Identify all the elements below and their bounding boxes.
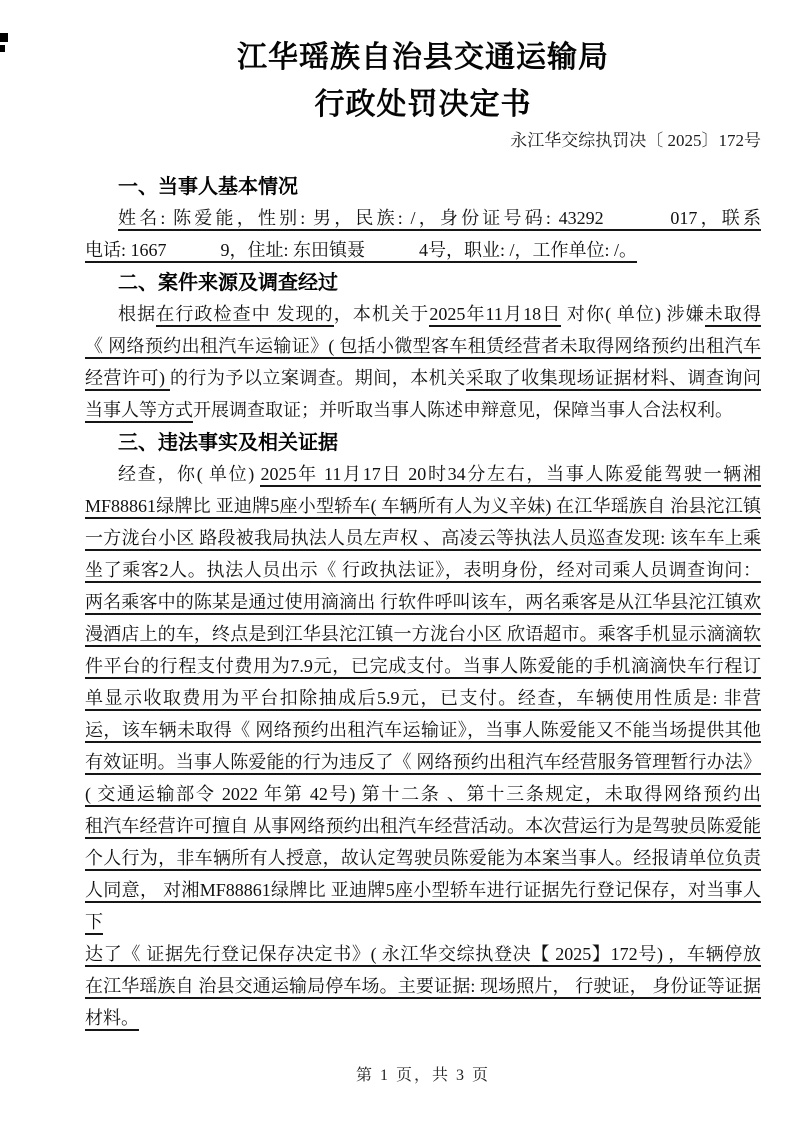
filled-in-text: 单显示收取费用为平台扣除抽成后5.9元，已支付。经查，车辆使用性质是: 非营 — [85, 688, 761, 711]
filled-in-text: ( 交通运输部令 2022 年第 42号) 第十二条 、第十三条规定，未取得网络预约出 — [85, 784, 761, 807]
text-line — [85, 330, 761, 362]
scan-artifact — [0, 33, 8, 42]
filled-in-text: 未取得 — [705, 304, 761, 327]
text-line — [85, 522, 761, 554]
text-line — [85, 394, 761, 426]
scan-artifact — [0, 45, 5, 52]
document-title-line2: 行政处罚决定书 — [314, 87, 532, 122]
template-text: 的行为予以立案调查。期间，本机关 — [169, 368, 466, 388]
text-line — [85, 778, 761, 810]
template-text: 经查，你( 单位) — [118, 464, 261, 484]
filled-in-text: 在江华瑶族自 治县交通运输局停车场。主要证据: 现场照片， 行驶证， 身份证等证据 — [85, 976, 761, 999]
filled-in-text: 运，该车辆未取得《 网络预约出租汽车运输证》，当事人陈爱能又不能当场提供其他 — [85, 720, 761, 743]
filled-in-text: 采取了收集现场证据材料、调查询问 — [466, 368, 761, 391]
text-line — [85, 682, 761, 714]
filled-in-text: 材料。 — [85, 1008, 139, 1031]
text-line — [85, 234, 761, 266]
document-title-line1: 江华瑶族自治县交通运输局 — [237, 40, 609, 75]
filled-in-text: 租汽车经营许可擅自 从事网络预约出租汽车经营活动。本次营运行为是驾驶员陈爱能 — [85, 816, 761, 839]
text-line — [85, 810, 761, 842]
document-header — [0, 34, 793, 154]
filled-in-text: 《 网络预约出租汽车运输证》( 包括小微型客车租赁经营者未取得网络预约出租汽车 — [85, 336, 761, 359]
filled-in-text: 在行政检查中 发现的 — [156, 304, 334, 327]
text-line — [85, 650, 761, 682]
section-heading-3: 三、违法事实及相关证据 — [118, 430, 338, 454]
filled-in-text: 一方泷台小区 路段被我局执法人员左声权 、高凌云等执法人员巡查发现: 该车车上乘 — [85, 528, 761, 551]
filled-in-text: 2025年 11月17日 20时34分左右，当事人陈爱能驾驶一辆湘 — [260, 464, 761, 487]
filled-in-text: 有效证明。当事人陈爱能的行为违反了《 网络预约出租汽车经营服务管理暂行办法》 — [85, 752, 761, 775]
filled-in-text: 人同意， 对湘MF88861绿牌比 亚迪牌5座小型轿车进行证据先行登记保存，对当事人下 — [85, 880, 761, 935]
filled-in-text: 漫酒店上的车，终点是到江华县沱江镇一方泷台小区 欣语超市。乘客手机显示滴滴软 — [85, 624, 761, 647]
filled-in-text: 达了《 证据先行登记保存决定书》( 永江华交综执登决【 2025】172号) ，车辆停放 — [85, 944, 761, 967]
filled-in-text: 坐了乘客2人。执法人员出示《 行政执法证》，表明身份，经对司乘人员调查询问： — [85, 560, 761, 583]
text-line — [85, 554, 761, 586]
text-line — [85, 202, 761, 234]
filled-in-text: 当事人等方式 — [85, 400, 193, 423]
filled-in-text: MF88861绿牌比 亚迪牌5座小型轿车( 车辆所有人为义辛妹) 在江华瑶族自 治县沱江镇 — [85, 496, 761, 519]
filled-in-text: 2025年11月18日 — [429, 304, 561, 327]
filled-in-text: 姓名: 陈爱能，性别: 男，民族: /，身份证号码: 43292 017，联系 — [118, 208, 761, 231]
document-body — [85, 170, 761, 1034]
text-line — [85, 298, 761, 330]
filled-in-text: 经营许可) — [85, 368, 170, 391]
text-line — [85, 362, 761, 394]
page-footer: 第 1 页，共 3 页 — [355, 1067, 490, 1084]
text-line — [85, 618, 761, 650]
text-line — [85, 970, 761, 1002]
document-number: 永江华交综执罚决〔 2025〕172号 — [510, 131, 761, 150]
template-text: ，本机关于 — [333, 304, 430, 324]
section-heading-1: 一、当事人基本情况 — [118, 174, 298, 198]
filled-in-text: 件平台的行程支付费用为7.9元，已完成支付。当事人陈爱能的手机滴滴快车行程订 — [85, 656, 761, 679]
text-line — [85, 746, 761, 778]
section-heading-2: 二、案件来源及调查经过 — [118, 270, 338, 294]
text-line — [85, 714, 761, 746]
text-line — [85, 1002, 761, 1034]
text-line — [85, 874, 761, 938]
text-line — [85, 842, 761, 874]
filled-in-text: 两名乘客中的陈某是通过使用滴滴出 行软件呼叫该车，两名乘客是从江华县沱江镇欢 — [85, 592, 761, 615]
text-line — [85, 458, 761, 490]
template-text: 根据 — [118, 304, 157, 324]
text-line — [85, 586, 761, 618]
template-text: 对你( 单位) 涉嫌 — [561, 304, 705, 324]
filled-in-text: 个人行为，非车辆所有人授意，故认定驾驶员陈爱能为本案当事人。经报请单位负责 — [85, 848, 761, 871]
template-text: 开展调查取证；并听取当事人陈述申辩意见，保障当事人合法权利。 — [193, 400, 733, 420]
filled-in-text: 电话: 1667 9，住址: 东田镇聂 4号，职业: /，工作单位: /。 — [85, 240, 637, 263]
text-line — [85, 938, 761, 970]
text-line — [85, 490, 761, 522]
